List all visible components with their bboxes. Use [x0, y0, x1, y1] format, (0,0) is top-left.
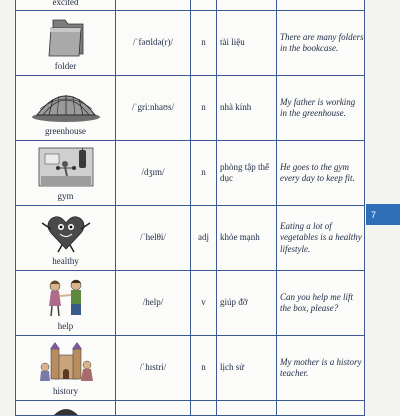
- word-cell: [16, 0, 116, 11]
- part-of-speech: adj: [191, 206, 217, 271]
- word-label: history: [52, 385, 78, 396]
- table-row: [16, 11, 365, 76]
- example-sentence: My mother is a history teacher.: [277, 336, 365, 401]
- pronunciation: /ˈhelθi/: [116, 206, 191, 271]
- table-row: [16, 336, 365, 401]
- meaning: phòng tập thể dục: [217, 141, 277, 206]
- table-row: [16, 271, 365, 336]
- word-cell: [16, 206, 116, 271]
- heart-character-icon: [31, 211, 101, 253]
- example-sentence: Eating a lot of vegetables is a healthy lifestyle.: [277, 206, 365, 271]
- word-label: help: [57, 320, 74, 331]
- word-label: greenhouse: [45, 125, 86, 136]
- pronunciation: /ˈfəʊldə(r)/: [116, 11, 191, 76]
- word-cell: [16, 336, 116, 401]
- word-label: folder: [54, 60, 77, 71]
- meaning: nhà kính: [217, 76, 277, 141]
- example-sentence: There are many folders in the bookcase.: [277, 11, 365, 76]
- part-of-speech: n: [191, 11, 217, 76]
- word-cell: [16, 76, 116, 141]
- example-sentence: My father is working in the greenhouse.: [277, 76, 365, 141]
- page-tab-number: 7: [371, 209, 377, 220]
- part-of-speech: n: [191, 336, 217, 401]
- word-label: healthy: [52, 255, 79, 266]
- pronunciation: /ˈhɪstri/: [116, 336, 191, 401]
- vocabulary-table: [15, 0, 365, 416]
- folder-icon: [31, 16, 101, 58]
- meaning: giúp đỡ: [217, 271, 277, 336]
- castle-icon: [31, 341, 101, 383]
- children-helping-icon: [31, 276, 101, 318]
- table-row: [16, 401, 365, 416]
- table-row: [16, 0, 365, 11]
- partial-image-icon: [16, 401, 115, 415]
- pronunciation: /dʒɪm/: [116, 141, 191, 206]
- meaning: tài liệu: [217, 11, 277, 76]
- example-sentence: Can you help me lift the box, please?: [277, 271, 365, 336]
- table-row: [16, 141, 365, 206]
- greenhouse-icon: [31, 81, 101, 123]
- word-cell: [16, 11, 116, 76]
- part-of-speech: n: [191, 141, 217, 206]
- meaning: khỏe mạnh: [217, 206, 277, 271]
- page-tab: [366, 204, 400, 225]
- table-row: [16, 76, 365, 141]
- word-label: excited: [52, 0, 79, 7]
- table-row: [16, 206, 365, 271]
- word-cell: [16, 141, 116, 206]
- word-label: gym: [57, 190, 74, 201]
- part-of-speech: n: [191, 76, 217, 141]
- gym-icon: [31, 146, 101, 188]
- pronunciation: /help/: [116, 271, 191, 336]
- word-cell: [16, 271, 116, 336]
- part-of-speech: v: [191, 271, 217, 336]
- meaning: lịch sử: [217, 336, 277, 401]
- example-sentence: He goes to the gym every day to keep fit.: [277, 141, 365, 206]
- pronunciation: /ˈgriːnhaʊs/: [116, 76, 191, 141]
